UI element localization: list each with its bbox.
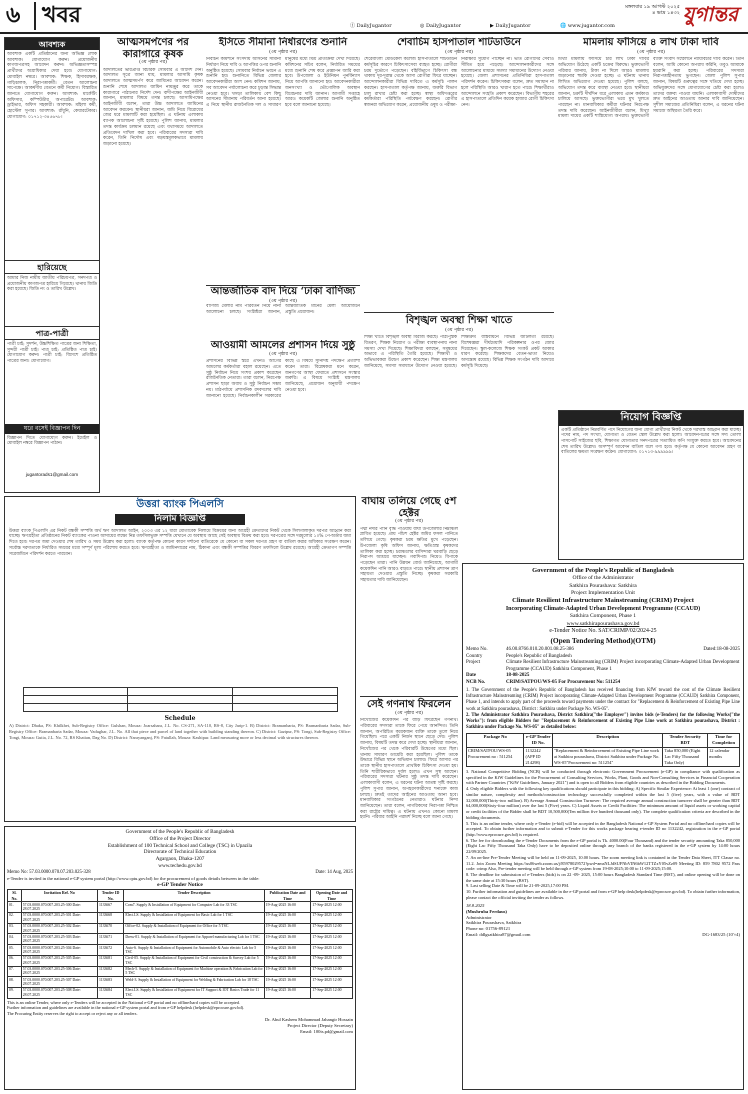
tsc-web[interactable]: www.techedu.gov.bd [158, 862, 202, 869]
country-label: Country [466, 653, 483, 659]
column-header: Tender Security BDT [663, 733, 708, 747]
table-cell: Elect.LS. Supply & Installation of Equipment for Basic Lab for 1 TSC [124, 912, 264, 923]
table-row [8, 923, 353, 934]
column-header: Package No [467, 733, 524, 747]
table-cell: Civil-05. Supply & Installation of Equipment for Civil construction & Survey Lab for 5 TSC [124, 955, 264, 966]
crim-pourashava: Satkhira Pourashava: Satkhira [569, 582, 637, 589]
table-cell: 1133671 [97, 934, 123, 945]
article-byline: (৩য় পৃষ্ঠার পর) [395, 710, 423, 716]
tsc-signer-title: Project Director (Deputy Secretary) [287, 1023, 353, 1029]
table-cell: 57.03.0000.070.007.203.25-307 Date: 28.07.2025 [21, 977, 97, 988]
article-missing: সেই গণনাথ ফিরলেন (৩য় পৃষ্ঠার পর) নিখোঁজের কয়েকদিন পর বাড়ি ফিরেছেন গণনাথ। পরিবারের সদস্যরা তাকে ফিরে পেয়ে আনন্দিত। তিনি জানান, অপরিচিত কয়েকজন ব্যক্তি তাকে তুলে নিয়ে গিয়েছিল। পরে একটি নির্জন স্থানে ছেড়ে দেয়। পুলিশ জানায়, বিষয়টি তদন্ত করে দেখা হচ্ছে। স্থানীয়রা জানান, নিখোঁজের পর থেকে পরিবারটি উদ্বেগের মধ্যে ছিল। থানায় সাধারণ ডায়েরি করা হয়েছিল। পুলিশ তাকে উদ্ধারে বিভিন্ন স্থানে অভিযান চালায়। ফিরে আসার পর তাকে স্থানীয় হাসপাতালে প্রাথমিক চিকিৎসা দেওয়া হয়। তিনি শারীরিকভাবে দুর্বল হলেও এখন সুস্থ আছেন। পরিবারের সদস্যরা ঘটনার সুষ্ঠু তদন্ত দাবি করেছেন। এলাকাবাসী বলেন, এ ধরনের ঘটনা আতঙ্ক সৃষ্টি করছে। পুলিশ সুপার জানান, অপহরণকারীদের শনাক্তে কাজ চলছে। দ্রুতই তাদের আইনের আওতায় আনা হবে। মানবাধিকার সংগঠনের নেতারাও ঘটনার নিন্দা জানিয়েছেন। তারা বলেন, নাগরিকদের নিরাপত্তা নিশ্চিত করা রাষ্ট্রের দায়িত্ব। এ ঘটনায় এখনও কোনো মামলা হয়নি। পরিবার আইনি পরামর্শ নিচ্ছে বলে জানা গেছে। [360, 696, 458, 1090]
ad-footer-box: ঘরে বসেই বিজ্ঞাপন দিন [5, 424, 99, 434]
country-value: People's Republic of Bangladesh [506, 653, 572, 659]
article-education: বিশৃঙ্খল অবস্থা শিক্ষা খাতে (৩য় পৃষ্ঠার পর) শিক্ষা খাতে বিশৃঙ্খল অবস্থা বিরাজ করছে। পাঠ্যপুস্তক বিতরণ, শিক্ষক নিয়োগ ও পরীক্ষা ব্যবস্থাপনায় নানা সমস্যা দেখা দিয়েছে। শিক্ষাবিদরা বলছেন, সমন্বয়ের অভাবে এ পরিস্থিতি তৈরি হয়েছে। শিক্ষার্থী ও অভিভাবকরা উদ্বেগ প্রকাশ করেছেন। শিক্ষা মন্ত্রণালয় জানিয়েছে, সমস্যা সমাধানে উদ্যোগ নেওয়া হয়েছে। শিক্ষাক্রম বাস্তবায়নে বিভিন্ন জটিলতা রয়েছে। বিশেষজ্ঞরা দীর্ঘমেয়াদি পরিকল্পনার ওপর জোর দিয়েছেন। স্কুল-কলেজে শিক্ষক সংকট প্রকট আকার ধারণ করেছে। শিক্ষকদের বেতন-ভাতা নিয়েও অসন্তোষ রয়েছে। বিভিন্ন শিক্ষক সংগঠন দাবি আদায়ে কর্মসূচি দিয়েছে। [364, 312, 554, 492]
table-cell: 17-Sep-2025 12:00 [311, 934, 353, 945]
classifieds-column: আবশ্যক আবশ্যক একটি প্রতিষ্ঠানের জন্য অভিজ্ঞ লোক আবশ্যক। যোগাযোগ করুন। প্রয়োজনীয় কাগজপত্রসহ আবেদন করুন। অভিজ্ঞতাসম্পন্ন প্রার্থীদের অগ্রাধিকার দেয়া হবে। যোগাযোগ: মোবাইল নম্বরে। আবশ্যক: শিক্ষক, হিসাবরক্ষক, গাড়িচালক, নিরাপত্তাকর্মী। বেতন আলোচনা সাপেক্ষে। আকর্ষণীয় বেতনে কর্মী নিয়োগ। বিস্তারিত জানতে যোগাযোগ করুন। আবশ্যক: মার্কেটিং অফিসার, কম্পিউটার অপারেটর। আবশ্যক: ড্রাইভার, অফিস সহকারী। আবশ্যক: মহিলা কর্মী, হোস্টেল সুপার। আবশ্যক: রাঁধুনি, কেয়ারটেকার। যোগাযোগ: ০১৭১২-৩৪৫৬৭৮। হারিয়েছে আমার নিজ নামীয় জাতীয় পরিচয়পত্র, সনদপত্র ও প্রয়োজনীয় কাগজপত্র হারিয়ে গিয়েছে। থানায় জিডি করা হয়েছে। জিডি নং ও তারিখ উল্লেখ। পাত্র-পাত্রী পাত্রী চাই: সুদর্শন, উচ্চশিক্ষিত পাত্রের জন্য শিক্ষিতা, সুন্দরী পাত্রী চাই। পাত্র চাই: প্রতিষ্ঠিত পাত্র চাই। যোগাযোগ করুন। পাত্রী চাই: বিদেশে প্রতিষ্ঠিত পাত্রের জন্য। যোগাযোগ। ঘরে বসেই বিজ্ঞাপন দিন বিজ্ঞাপন দিতে যোগাযোগ করুন। ইমেইল ও মোবাইল নম্বরে বিজ্ঞাপন পাঠান। jugantorads1@gmail.com [4, 37, 100, 493]
matrimony-title: পাত্র-পাত্রী [5, 326, 99, 340]
table-cell: 1133683 [97, 977, 123, 988]
crim-project-2: Incorporating Climate-Adapted Urban Development Programme (CCAUD) [505, 605, 701, 612]
project-label: Project [466, 660, 481, 666]
tsc-table-header [8, 889, 353, 901]
tsc-gov: Government of the People's Republic of Bangladesh [125, 829, 235, 835]
table-cell: 17-Sep-2025 12:00 [311, 977, 353, 988]
table-cell: Weld-3. Supply & Installation of Equipment for Welding & Fabrication Lab for 18 TSC [124, 977, 264, 988]
memo-date: Dated:18-08-2025 [703, 647, 740, 653]
article-byline: (৩য় পৃষ্ঠার পর) [637, 49, 665, 55]
crim-para-3: 3. National Competitive Bidding (NCB) will be conducted through electronic Government Procurement (e-GP) in compliance with qualification as specified in the KfW Guidelines for the Procurement of Consulting Services, Works, Plant, Goods and Non-Consulting Services in Financial Cooperation with Partner Countries ("KfW Guidelines, January 2021") and is open to all Bidders from eligible countries as described in the Bidding Documents. [466, 769, 740, 786]
article-hospital: শেবাচিম হাসপাতাল শাটডাউনে (৩য় পৃষ্ঠার পর) শেরেবাংলা মেডিকেল কলেজ হাসপাতালে শাটডাউন কর্মসূচির কারণে চিকিৎসাসেবা ব্যাহত হচ্ছে। রোগীরা চরম দুর্ভোগে পড়েছেন। বহির্বিভাগে চিকিৎসা বন্ধ থাকায় দূর-দূরান্ত থেকে আসা রোগীরা ফিরে যাচ্ছেন। আন্দোলনকারীরা বিভিন্ন দাবিতে এ কর্মসূচি পালন করছেন। হাসপাতাল কর্তৃপক্ষ জানায়, জরুরি বিভাগ চালু রাখার চেষ্টা করা হচ্ছে। স্বাস্থ্য অধিদপ্তরের কর্মকর্তারা পরিস্থিতি পর্যবেক্ষণ করছেন। রোগীর স্বজনরা অভিযোগ করেন, প্রয়োজনীয় ওষুধ ও পরীক্ষা-নিরীক্ষার সুযোগ পাচ্ছেন না। ভর্তি রোগীদের সেবাও সীমিত হয়ে পড়েছে। আন্দোলনকারীদের সঙ্গে আলোচনার মাধ্যমে সমস্যা সমাধানের উদ্যোগ নেওয়া হয়েছে। জেলা প্রশাসনের প্রতিনিধিরা হাসপাতাল পরিদর্শন করেন। চিকিৎসকরা বলেন, দ্রুত সমাধান না হলে পরিস্থিতি আরও খারাপ হতে পারে। শিক্ষার্থীরাও আন্দোলনে সংহতি প্রকাশ করেছেন। বিভাগীয় শহরের এ হাসপাতালে প্রতিদিন কয়েক হাজার রোগী চিকিৎসা নেন। [364, 37, 554, 108]
tsc-footer-3: The Procuring Entity reserves the right to accept or reject any or all tenders. [7, 1010, 138, 1016]
article-headline: আন্তর্জাতিক বাদ দিয়ে ‘ঢাকা বাণিজ্য [210, 286, 356, 297]
tsc-signer: Dr. Abul Kashem Mohammad Jahangir Hossain [264, 1017, 353, 1023]
table-cell: 17-Sep-2025 12:00 [311, 987, 353, 998]
article-byline: (৩য় পৃষ্ঠার পর) [269, 49, 297, 55]
table-cell: 02. [8, 912, 22, 923]
crim-tender-notice [462, 563, 744, 1090]
crim-signer-title: Administrator [466, 914, 492, 920]
crim-phone: Phone no: 01756-89121 [466, 926, 511, 932]
table-row [8, 966, 353, 977]
article-byline: (৩য় পৃষ্ঠার পর) [269, 351, 297, 357]
column-header: Tender Description [124, 889, 264, 901]
date-value: 18-08-2025 [506, 673, 530, 679]
column-header: Description [553, 733, 663, 747]
crim-para-7: 7. An on-line Pre-Tender Meeting will be held on 11-09-2025, 10.00 hours. The zoom meeting link is contained in the Tender Data Sheet, ITT Clause no. 11.2. Join Zoom Meeting https://us06web.zoom.us/j/85978029572?pwd=amsNLJdSUFNbVIN6bW12TTZxY05vZz09 Meeting ID: 859 7802 9572 Pass code: crimp Also, Pre-tender meeting will be held through e-GP system from 19-08-2025;10:00 to 11-09-2025;15:00. [466, 854, 740, 872]
table-row [8, 902, 353, 913]
table-cell: 1132242 (APP ID 214298) [524, 747, 553, 766]
column-header: e-GP Tender ID No. [525, 734, 551, 746]
table-cell: 1133682 [97, 966, 123, 977]
date-bangla: মঙ্গলবার ১৯ আগস্ট ২০২৫ [625, 4, 680, 10]
column-header: Publication Date and Time [264, 889, 311, 901]
table-cell: Taka 850,000 (Eight Lac Fifty Thousand Taka Only) [663, 747, 708, 766]
bank-name: উত্তরা ব্যাংক পিএলসি [136, 499, 224, 510]
table-cell: 17-Sep-2025 12:00 [311, 966, 353, 977]
memo-label: Memo No. [466, 647, 488, 653]
crim-para-2: 2. The Administrator Satkhira Pourashava, District Satkhira("the Employer") invites bids (e-Tenders) for the following Works("the Works"): from eligible Bidders for "Replacement & Reinforcement of Existing Pipe Line work at Satkhira pourashava, District : Satkhira under Package No. WS-05" as detailed below: [466, 712, 740, 730]
table-cell: 57.03.0000.070.007.203.25-305 Date: 28.07.2025 [21, 955, 97, 966]
table-cell: 06. [8, 955, 22, 966]
crim-sign-date: 18.8.2025 [466, 902, 485, 908]
crim-office: Office of the Administrator [572, 575, 634, 582]
table-cell: 1133668 [97, 912, 123, 923]
tsc-footer-1: This is an online Tender, where only e-Tenders will be accepted in the National e-GP portal and no offline/hard copies will be accepted. [7, 999, 241, 1005]
table-cell: 04. [8, 934, 22, 945]
article-headline: বিশৃঙ্খল অবস্থা শিক্ষা খাতে [405, 315, 513, 326]
tsc-office: Office of the Project Director [149, 835, 211, 842]
table-row [8, 945, 353, 956]
tsc-dept: Directorate of Technical Education [143, 849, 217, 856]
crim-package-table [466, 733, 740, 767]
table-cell: 57.03.0000.070.007.203.25-303 Date: 28.07.2025 [21, 934, 97, 945]
crim-method: (Open Tendering Method)(OTM) [550, 635, 656, 645]
article-awami: আওয়ামী আমলের প্রশাসন দিয়ে সুষ্ঠু (৩য় পৃষ্ঠার পর) প্রশাসনের বিভিন্ন স্তরে এখনও আগের আমলের কর্মকর্তারা বহাল রয়েছেন। এতে সুষ্ঠু নির্বাচন নিয়ে সংশয় প্রকাশ করেছেন রাজনৈতিক নেতারা। তারা বলেন, নিরপেক্ষ প্রশাসন ছাড়া অবাধ ও সুষ্ঠু নির্বাচন সম্ভব নয়। মাঠপর্যায়ে প্রশাসনিক রদবদলের দাবি জানানো হয়েছে। নির্বাচনকালীন সরকারের কাছে এ বিষয়ে সুনির্দিষ্ট পদক্ষেপ প্রত্যাশা করেন তারা। বিশ্লেষকরা মনে করেন, জনগণের আস্থা ফেরাতে প্রশাসনে সংস্কার জরুরি। এ বিষয়ে সংশ্লিষ্ট মন্ত্রণালয় জানিয়েছে, প্রয়োজন অনুযায়ী পদক্ষেপ নেওয়া হবে। [206, 340, 360, 399]
website-link[interactable]: 🌐 www.jugantor.com [560, 23, 615, 29]
crim-para-6: 6. The fee for downloading the e-Tender Documents from the e-GP portal is Tk. 4000.00(Four Thousand) and the tender security amounting Taka 850,000 (Eight Lac Fifty Thousand Taka Only) have to be deposited online through any branch of the banks registered in the e-GP system by 14:00 hours 22/09/2025. [466, 837, 740, 855]
tsc-table-title: e-GP Tender Notice [157, 881, 203, 888]
crim-email[interactable]: Email: ddlgsatkhira87@gmail.com [466, 932, 531, 938]
article-headline: ইসিতে সীমানা নির্ধারণের শুনানি [218, 37, 348, 48]
page-header [0, 0, 748, 34]
column-header: Invitation Ref. No [21, 889, 97, 901]
tsc-signer-email[interactable]: Email: 100ts.pd@gmail.com [300, 1029, 353, 1035]
article-headline: আত্মসমর্পণের পর কারাগারে কৃষক [117, 37, 189, 60]
social-instagram[interactable]: ◎ DailyJugantor [420, 23, 462, 29]
crim-gov: Government of the People's Republic of Bangladesh [532, 567, 674, 574]
table-cell: 57.03.0000.070.007.203.25-302 Date: 28.07.2025 [21, 923, 97, 934]
date-label: Date [466, 673, 476, 679]
table-row [8, 977, 353, 988]
date-line [560, 4, 680, 17]
column-header: Sl. No. [8, 889, 22, 901]
table-cell: 57.03.0000.070.007.203.25-301 Date: 28.07.2025 [21, 912, 97, 923]
table-row [8, 912, 353, 923]
crim-signer: (Mushruba Ferdaus) [466, 908, 507, 914]
table-cell: Com7. Supply & Installation of Equipment for Computer Lab for 33 TSC [124, 902, 264, 913]
social-handle: DailyJugantor [425, 23, 462, 29]
social-facebook[interactable]: ⓕ DailyJugantor [350, 23, 392, 29]
bank-auction-notice: উত্তরা ব্যাংক পিএলসি নিলাম বিজ্ঞপ্তি উত্তরা ব্যাংক পিএলসি এর নিকট বন্ধকী সম্পত্তি অর্থ ঋণ আদালত আইন, ২০০৩ এর ১২ ধারা মোতাবেক নিলামে বিক্রয়ের জন্য আগ্রহী ক্রেতাদের নিকট থেকে সিলগালাকৃত দরপত্র আহ্বান করা যাচ্ছে। ঋণগ্রহীতা প্রতিষ্ঠানের নিকট ব্যাংকের পাওনা আদায়ের লক্ষ্যে নিম্ন তফসিলভুক্ত সম্পত্তি যেখানে যে অবস্থায় আছে সেই অবস্থায় বিক্রয় করা হবে। দরপত্রের সঙ্গে দরমূল্যের ১০% পে-অর্ডার জমা দিতে হবে। দরপত্র জমা দেওয়ার শেষ তারিখ ও সময় উল্লেখ করা হলো। ব্যাংক কর্তৃপক্ষ কোনো কারণ দর্শানো ব্যতিরেকে যে কোনো বা সকল দরপত্র গ্রহণ বা বাতিল করার অধিকার সংরক্ষণ করেন। সর্বোচ্চ দরদাতাকে নির্ধারিত সময়ের মধ্যে সম্পূর্ণ মূল্য পরিশোধ করতে হবে। ঋণগ্রহীতা ও জামিনদারের নাম, ঠিকানা এবং বন্ধকী সম্পত্তির বিবরণ তফসিলে উল্লেখ রয়েছে। আগ্রহী ক্রেতাগণ সম্পত্তি সরেজমিনে পরিদর্শন করতে পারবেন। Schedule A) District: Dhaka, PS: Khilkhet, Sub-Registry Office: Gulshan, Mouza: Joarsahara, J.L. No. CS-271, SA-110, RS-8, City Jarip-1. B) District: Bramanbaria, PS: Bramanbaria Sadar, Sub-Registry Office: Bramanbaria Sadar, Mouza: Vadughar, J.L. No. All that piece and parcel of land together with building standing thereon. C) District: Gazipur, PS: Tongi, Sub-Registry Office: Tongi, Mouza: Gutia, J.L. No. 72, RS Khatian, Dag No. D) District: Narayanganj, PS: Fatullah, Mouza: Kashipur. Land measuring more or less decimal with structures thereon. [4, 496, 356, 822]
project-value: Climate Resilient Infrastructure Mainstreaming (CRIM) Project incorporating Climate-Adapted Urban Development Programme (CCAUD) Satkhira Component, Phase 1 [506, 660, 740, 672]
social-handle: DailyJugantor [495, 23, 531, 29]
table-cell: 19-Aug-2025 16:00 [264, 966, 311, 977]
crim-signer-office: Satkhira Pourashava, Satkhira [466, 920, 522, 926]
article-headline: আওয়ামী আমলের প্রশাসন দিয়ে সুষ্ঠু [210, 340, 356, 351]
table-cell: 19-Aug-2025 16:00 [264, 934, 311, 945]
tsc-intro: e-Tender is invited in the national e-GP system portal (http://www.cptu.gov.bd) for the procurement of goods details between in the table: [7, 875, 260, 881]
article-headline: বাঘায় তলিয়ে গেছে ৫শ হেক্টর [361, 496, 457, 519]
crim-para-4: 4. Only eligible Bidders with the following key qualifications should participate in this bidding: A) Specific Similar Experience: At least 1 (one) contract of similar nature, complexity and methods/construction technology successfully completed within the last 5 (five) years, with a value of BDT 32,000,000(Thirty-two million). B) Average Annual Construction Turnover: The required average annual construction turnover shall be greater than BDT 64,000,000(Sixty-four million) over the last 5 (Five) years. C) Liquid Assets or Credit Facilities: The minimum amount of liquid assets or working capital or credit facilities of the Bidder shall be BDT 10,500,000(Ten million five hundred thousand only). The complete qualification criteria are described in the bidding documents. [466, 786, 740, 820]
table-cell: 17-Sep-2025 12:00 [311, 945, 353, 956]
table-cell: 01. [8, 902, 22, 913]
table-cell: 1133667 [97, 902, 123, 913]
table-cell: 12 calendar months [708, 747, 740, 766]
table-row [8, 934, 353, 945]
table-cell: 17-Sep-2025 12:00 [311, 955, 353, 966]
auction-table [23, 687, 338, 712]
table-cell: "Replacement & Reinforcement of Existing Pipe Line work at Satkhira pourashava, District Satkhira under Package No. WS-05"Procurement no: 511254" [553, 747, 663, 766]
crim-web[interactable]: www.satkhirapourashava.gov.bd [566, 620, 640, 627]
article-byline: (৩য় পৃষ্ঠার পর) [395, 519, 423, 524]
crim-para-1: 1. The Government of the People's Republic of Bangladesh has received financing from KfW toward the cost of the Climate Resilient Infrastructure Mainstreaming (CRIM) Project incorporating Climate-Adapted Urban Development Programme (CCAUD) Satkhira Component, Phase 1, and intends to apply part of the proceeds toward payments under the contract for "Replacement & Reinforcement of Existing Pipe Line work at Satkhira pourashava, District : Satkhira under Package No. WS-05". [466, 688, 740, 712]
article-byline: (৩য় পৃষ্ঠার পর) [445, 49, 473, 55]
crim-meta [466, 647, 740, 686]
table-cell: Dress-01. Supply & Installation of Equipment for Apparel manufacturing Lab for 1 TSC [124, 934, 264, 945]
table-cell: 19-Aug-2025 16:00 [264, 902, 311, 913]
crim-dg: DG-1683/25 (10'×4) [702, 932, 740, 938]
table-cell: 19-Aug-2025 16:00 [264, 945, 311, 956]
table-cell: Mech-5. Supply & Installation of Equipment for Machine operation & Fabrication Lab for 5 TSC [125, 967, 263, 976]
classifieds-title: আবশ্যক [5, 38, 99, 50]
table-cell: 19-Aug-2025 16:00 [264, 912, 311, 923]
memo-value: 46.00.8766.010.20.001.08.25-386 [506, 647, 574, 653]
website-url: www.jugantor.com [567, 23, 615, 29]
table-cell: 1133672 [97, 945, 123, 956]
article-byline: (৩য় পৃষ্ঠার পর) [269, 298, 297, 304]
column-header: Opening Date and Time [311, 889, 353, 901]
tsc-address: Agargaon, Dhaka-1207 [155, 856, 205, 862]
crim-project: Climate Resilient Infrastructure Mainstreaming (CRIM) Project [512, 597, 694, 605]
column-header: Tender ID No. [97, 889, 123, 901]
table-cell: Elect.LS. Supply & Installation of Equipment for IT Support & IOT Basics Trade for 11 TSC [124, 987, 264, 998]
article-surrender: আত্মসমর্পণের পর কারাগারে কৃষক (৩য় পৃষ্ঠার পর) আদালতের ভারপ্রাপ্ত বিচারক সোমবার এ আদেশ দেন। আদালত সূত্রে জানা যায়, মামলার আসামি কৃষক আদালতে আত্মসমর্পণ করে জামিনের আবেদন করেন। শুনানি শেষে আদালত জামিন নামঞ্জুর করে তাকে কারাগারে পাঠানোর নির্দেশ দেন। বাদীপক্ষের আইনজীবী জানান, মামলার বিষয়ে তদন্ত চলছে। আসামিপক্ষের আইনজীবী বলেন, তারা উচ্চ আদালতে জামিনের আবেদন করবেন। স্থানীয়রা জানান, জমি নিয়ে বিরোধের জের ধরে মামলাটি করা হয়েছিল। এ ঘটনায় এলাকায় ব্যাপক আলোচনা সৃষ্টি হয়েছে। পুলিশ জানায়, মামলার তদন্ত কার্যক্রম চলমান রয়েছে এবং যথাসময়ে আদালতে প্রতিবেদন দাখিল করা হবে। পরিবারের সদস্যরা দাবি করেন, তিনি নির্দোষ এবং ষড়যন্ত্রমূলকভাবে মামলায় জড়ানো হয়েছে। [103, 37, 203, 148]
table-cell: 17-Sep-2025 12:00 [311, 923, 353, 934]
recruitment-title: নিয়োগ বিজ্ঞপ্তি [559, 411, 743, 426]
table-cell: 57.03.0000.070.007.203.25-306 Date: 28.07.2025 [21, 966, 97, 977]
column-header: Time for Completion [708, 733, 740, 747]
table-cell: 19-Aug-2025 16:00 [264, 977, 311, 988]
tsc-tender-table [7, 889, 353, 999]
date-bangla-2: ৪ ভাদ্র ১৪৩২ [652, 10, 680, 17]
table-cell: 09. [8, 987, 22, 998]
section-title: খবর [34, 2, 81, 30]
table-cell: 03. [8, 923, 22, 934]
tsc-footer-2: Further information and guidelines are available in the national e-GP system portal and from e-GP helpdesk (helpdesk@eprocure.gov.bd). [7, 1005, 245, 1011]
table-cell: 1133684 [97, 987, 123, 998]
ncb-label: NCB No. [466, 679, 486, 685]
crim-tender-no: e-Tender Notice No. SAT/CRIMP/02/2024-25 [549, 628, 657, 635]
article-headline: সেই গণনাথ ফিরলেন [367, 699, 451, 710]
ncb-value: CRIM/SATPOU/WS-05 For Procurement No: 511254 [506, 679, 621, 685]
table-cell: 19-Aug-2025 16:00 [264, 923, 311, 934]
table-cell: 05. [8, 945, 22, 956]
table-row [8, 987, 353, 998]
tsc-date: Date: 14 Aug, 2025 [315, 869, 353, 875]
table-cell: 07. [8, 966, 22, 977]
article-headline: শেবাচিম হাসপাতাল শাটডাউনে [397, 37, 521, 48]
table-cell: 17-Sep-2025 12:00 [311, 912, 353, 923]
table-cell: 19-Aug-2025 16:00 [264, 955, 311, 966]
article-river: বাঘায় তলিয়ে গেছে ৫শ হেক্টর (৩য় পৃষ্ঠার পর) পদ্মা নদীর পানি বৃদ্ধি পাওয়ায় বাঘা উপজেলার নিম্নাঞ্চল প্লাবিত হয়েছে। প্রায় পাঁচশ হেক্টর জমির ফসল পানিতে তলিয়ে গেছে। কৃষকরা চরম ক্ষতির মুখে পড়েছেন। উপজেলা কৃষি অফিস জানায়, ক্ষতিগ্রস্ত কৃষকদের তালিকা করা হচ্ছে। চরাঞ্চলের বাসিন্দারা ঘরবাড়ি ছেড়ে নিরাপদ আশ্রয়ে যাচ্ছেন। গবাদিপশু নিয়েও বিপাকে পড়েছেন তারা। পানি উন্নয়ন বোর্ড জানিয়েছে, আগামী কয়েকদিন পানি আরও বাড়তে পারে। স্থানীয় প্রশাসন ত্রাণ সহায়তা দেওয়ার প্রস্তুতি নিচ্ছে। কৃষকরা সরকারি সহায়তার দাবি জানিয়েছেন। [360, 496, 458, 584]
crim-para-9: 9. Last selling Date & Time will be 21-09-2025,17:00 PM. [466, 883, 570, 889]
table-cell: 08. [8, 977, 22, 988]
table-row [8, 955, 353, 966]
article-case: মামলায় ফাঁসিয়ে ৪ লাখ টাকা দাবি (৩য় পৃষ্ঠার পর) মিথ্যা মামলায় ফাঁসিয়ে চার লাখ টাকা দাবির অভিযোগ উঠেছে একটি চক্রের বিরুদ্ধে। ভুক্তভোগী পরিবার জানায়, টাকা না দিলে আরও মামলায় জড়ানোর হুমকি দেওয়া হচ্ছে। এ ঘটনায় থানায় লিখিত অভিযোগ দেওয়া হয়েছে। পুলিশ বলছে, অভিযোগ তদন্ত করে ব্যবস্থা নেওয়া হবে। স্থানীয়রা জানান, চক্রটি দীর্ঘদিন ধরে এলাকায় এমন কর্মকাণ্ড চালিয়ে আসছে। ভুক্তভোগীরা ভয়ে মুখ খুলতে পারছেন না। মানবাধিকার কর্মীরা ঘটনার নিরপেক্ষ তদন্ত দাবি করেছেন। আইনজীবীরা বলেন, মিথ্যা মামলা দায়ের একটি শাস্তিযোগ্য অপরাধ। ভুক্তভোগী ব্যক্তি সংবাদ সম্মেলনে ন্যায়বিচার দাবি করেন। তিনি বলেন, আমি কোনো অপরাধ করিনি, তবুও আমাকে হয়রানি করা হচ্ছে। পরিবারের সদস্যরা নিরাপত্তাহীনতায় ভুগছেন। জেলা পুলিশ সুপার জানান, বিষয়টি গুরুত্বের সঙ্গে খতিয়ে দেখা হচ্ছে। অভিযুক্তদের সঙ্গে যোগাযোগের চেষ্টা করা হলেও তাদের বক্তব্য পাওয়া যায়নি। এলাকাবাসী দোষীদের দ্রুত আইনের আওতায় আনার দাবি জানিয়েছেন। সুশীল সমাজের প্রতিনিধিরা বলেন, এ ধরনের ঘটনা সমাজে অস্থিরতা তৈরি করে। [558, 37, 744, 120]
crim-component: Satkhira Component, Phase 1 [569, 613, 637, 620]
social-handle: DailyJugantor [356, 23, 392, 29]
table-cell: Auto-6. Supply & Installation of Equipment for Automobile & Auto electric Lab for 5 TSC [124, 945, 264, 956]
auction-title: নিলাম বিজ্ঞপ্তি [115, 514, 245, 525]
table-cell: 19-Aug-2025 16:00 [264, 987, 311, 998]
schedule-title: Schedule [164, 714, 196, 722]
page-number: ৬ [6, 2, 21, 28]
social-youtube[interactable]: ▶ DailyJugantor [490, 23, 531, 29]
table-cell: 57.03.0000.070.007.203.25-308 Date: 28.07.2025 [21, 987, 97, 998]
article-border: ইসিতে সীমানা নির্ধারণের শুনানি (৩য় পৃষ্ঠার পর) নির্বাচন কমিশনে সংসদীয় আসনের সীমানা নির্ধারণ নিয়ে দাবি ও আপত্তির ওপর শুনানি অনুষ্ঠিত হয়েছে। সোমবার নির্বাচন ভবনে এ শুনানি হয়। শুনানিতে বিভিন্ন জেলার আবেদনকারীরা অংশ নেন। কমিশন জানায়, সব আবেদন পর্যালোচনা করে চূড়ান্ত সিদ্ধান্ত নেওয়া হবে। খসড়া তালিকায় বেশ কিছু আসনের সীমানায় পরিবর্তন আনা হয়েছে। এ নিয়ে স্থানীয় রাজনৈতিক দল ও সাধারণ মানুষের মধ্যে মিশ্র প্রতিক্রিয়া দেখা দিয়েছে। কমিশনের সচিব বলেন, নির্ধারিত সময়ের মধ্যে শুনানি শেষ করে প্রজ্ঞাপন জারি করা হবে। উপজেলা ও ইউনিয়ন পুনর্বিন্যাস নিয়ে আপত্তি জানানো হয়। আবেদনকারীরা জনসংখ্যা ও ভৌগোলিক অবস্থান বিবেচনার দাবি জানান। আগামী সপ্তাহে আরও কয়েকটি জেলার শুনানি অনুষ্ঠিত হবে বলে জানানো হয়েছে। [206, 37, 360, 108]
crim-piu: Project Implementation Unit [570, 589, 635, 596]
table-cell: 1133681 [97, 955, 123, 966]
tsc-tender-notice [4, 826, 356, 1090]
table-cell: Office-02. Supply & Installation of Equipment for Office for 5 TSC [124, 923, 264, 934]
tsc-memo: Memo No: 57.03.0000.070.07.203.025-328 [7, 869, 91, 875]
article-headline: মামলায় ফাঁসিয়ে ৪ লাখ টাকা দাবি [583, 37, 719, 48]
table-cell: CRIM/SATPOU/WS-05 Procurement no : 511254 [467, 747, 524, 766]
crim-para-8: 8. The deadline for submission of e-Tenders (bids) is on 22 -09- 2025, 15:00 hours Bangladesh Standard Time (BST), and online opening will be done on the same date at 15:30 hours (BST). [466, 871, 740, 883]
tsc-project: Establishment of 100 Technical School and College (TSC) in Upazila [107, 842, 253, 849]
article-trade: আন্তর্জাতিক বাদ দিয়ে ‘ঢাকা বাণিজ্য (৩য় পৃষ্ঠার পর) বাণিজ্য মেলার নাম পরিবর্তন নিয়ে নানা আলোচনা চলছে। সংশ্লিষ্টরা জানান, আন্তর্জাতিক মানের মেলা আয়োজনে প্রস্তুতি প্রয়োজন। [206, 286, 360, 315]
table-cell: 17-Sep-2025 12:00 [311, 902, 353, 913]
table-cell: 57.03.0000.070.007.203.25-304 Date: 28.07.2025 [21, 945, 97, 956]
lost-title: হারিয়েছে [5, 260, 99, 274]
article-byline: (৩য় পৃষ্ঠার পর) [139, 60, 167, 65]
article-byline: (৩য় পৃষ্ঠার পর) [445, 327, 473, 333]
masthead-logo: যুগান্তর [682, 2, 738, 26]
table-row [467, 747, 740, 766]
table-cell: 1133670 [97, 923, 123, 934]
recruitment-notice: নিয়োগ বিজ্ঞপ্তি একটি প্রতিষ্ঠানে নিম্নবর্ণিত পদে নিয়োগের জন্য যোগ্য প্রার্থীদের নিকট থেকে দরখাস্ত আহ্বান করা যাচ্ছে। পদের নাম, পদ সংখ্যা, যোগ্যতা ও বেতন স্কেল উল্লেখ করা হলো। আবেদনপত্রের সঙ্গে সদ্য তোলা পাসপোর্ট সাইজের ছবি, শিক্ষাগত যোগ্যতার সনদপত্রের সত্যায়িত কপি সংযুক্ত করতে হবে। আবেদনের শেষ তারিখ উল্লেখ। অসম্পূর্ণ আবেদন বাতিল বলে গণ্য হবে। কর্তৃপক্ষ যে কোনো আবেদন গ্রহণ বা বাতিলের ক্ষমতা সংরক্ষণ করেন। যোগাযোগ: ০১৭১৩-৯৯৯৯৯৯। [558, 410, 744, 560]
crim-para-5: 5. This is an online tender, where only e-Tender (e-bid) will be accepted in the Bangladesh National e-GP System Portal and no offline/hard copies will be accepted. To obtain further information and to submit e-Tender for this works package bearing e-tender ID no 1132242, registration in the e-GP portal (http://www.eprocure.gov.bd) is required. [466, 820, 740, 837]
crim-para-10: 10. Further information and guidelines are available in the e-GP portal and from e-GP help desk(helpdesk@eprocure.gov.bd). To obtain further information, please contact the official inviting the tender as follows. [466, 889, 740, 900]
ad-email[interactable]: jugantorads1@gmail.com [25, 471, 79, 477]
table-cell: 57.03.0000.070.007.203.25-300 Date: 28.07.2025 [21, 902, 97, 913]
